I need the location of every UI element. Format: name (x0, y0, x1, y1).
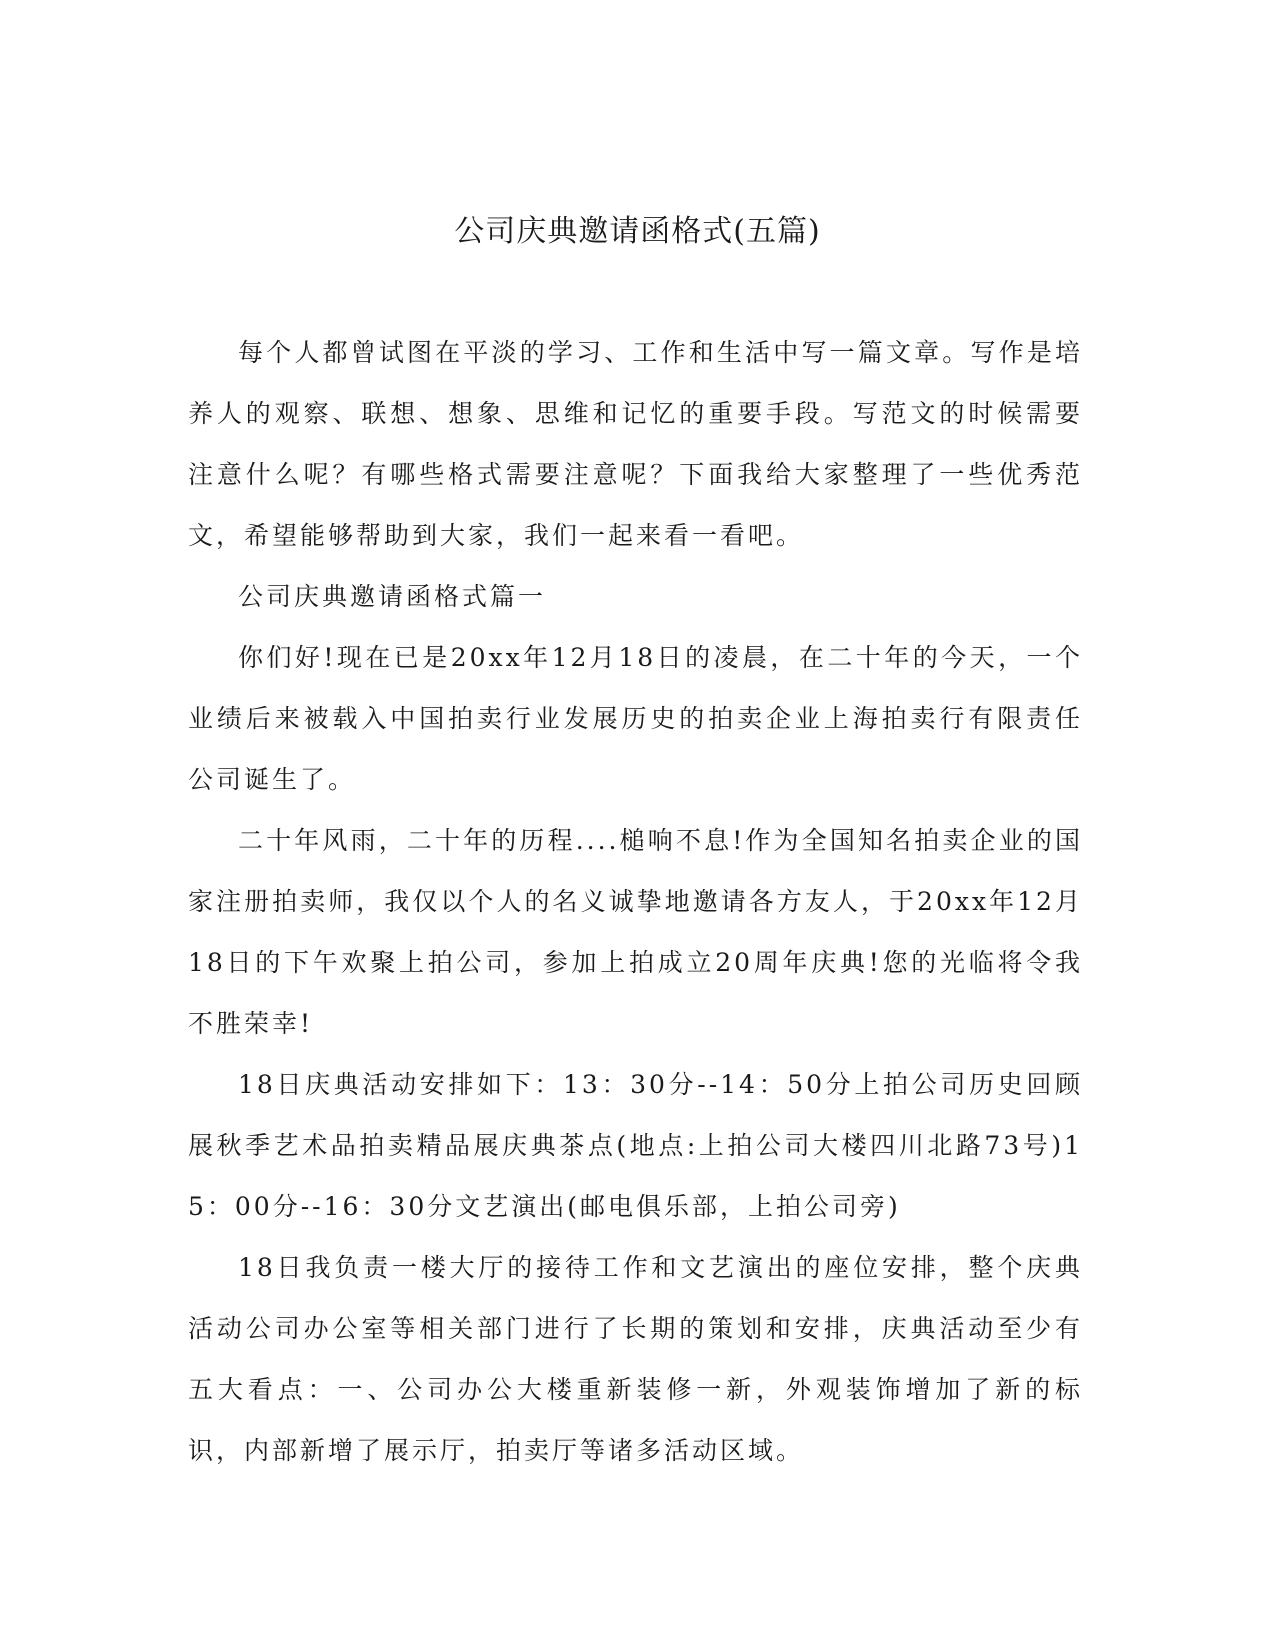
paragraph-intro: 每个人都曾试图在平淡的学习、工作和生活中写一篇文章。写作是培养人的观察、联想、想象、思维和记忆的重要手段。写范文的时候需要注意什么呢？有哪些格式需要注意呢？下面我给大家整理了一些优秀范文，希望能够帮助到大家，我们一起来看一看吧。 (188, 338, 1083, 550)
paragraph-schedule: 18日庆典活动安排如下：13：30分--14：50分上拍公司历史回顾展秋季艺术品拍卖精品展庆典茶点(地点:上拍公司大楼四川北路73号)15：00分--16：30分文艺演出(邮电俱乐部，上拍公司旁) (188, 1070, 1083, 1221)
paragraph-invitation: 二十年风雨，二十年的历程....槌响不息!作为全国知名拍卖企业的国家注册拍卖师，我仅以个人的名义诚挚地邀请各方友人，于20xx年12月18日的下午欢聚上拍公司，参加上拍成立20周年庆典!您的光临将令我不胜荣幸! (188, 826, 1083, 1038)
paragraph-greeting: 你们好!现在已是20xx年12月18日的凌晨，在二十年的今天，一个业绩后来被载入中国拍卖行业发展历史的拍卖企业上海拍卖行有限责任公司诞生了。 (188, 643, 1083, 794)
section-heading: 公司庆典邀请函格式篇一 (238, 582, 547, 611)
document-title: 公司庆典邀请函格式(五篇) (454, 214, 821, 249)
paragraph-highlights: 18日我负责一楼大厅的接待工作和文艺演出的座位安排，整个庆典活动公司办公室等相关部门进行了长期的策划和安排，庆典活动至少有五大看点：一、公司办公大楼重新装修一新，外观装饰增加了新的标识，内部新增了展示厅，拍卖厅等诸多活动区域。 (188, 1253, 1083, 1465)
document-body (188, 322, 1083, 1481)
